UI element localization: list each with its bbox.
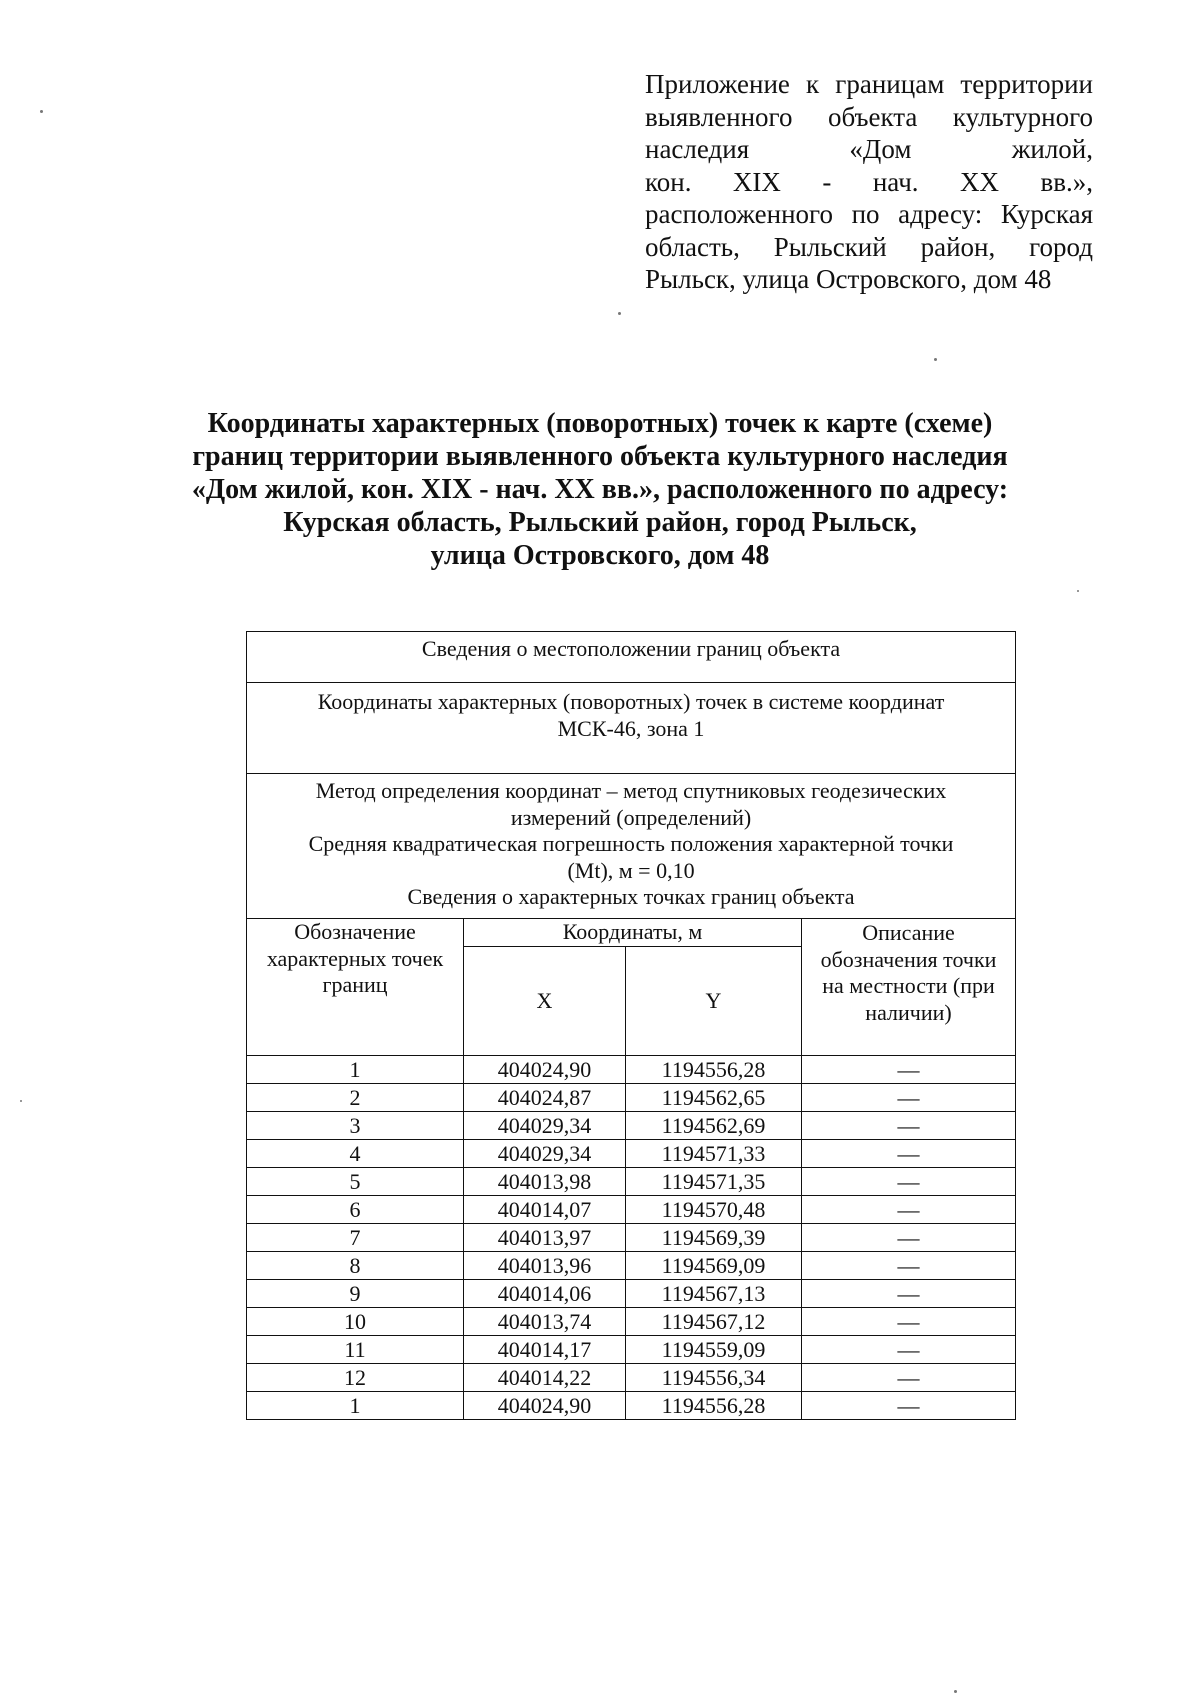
point-number-cell: 3 — [247, 1112, 464, 1140]
y-coordinate-cell: 1194556,34 — [626, 1364, 802, 1392]
table-row — [247, 1084, 1016, 1112]
table-row — [247, 1252, 1016, 1280]
description-cell: — — [802, 1224, 1016, 1252]
header-method-line: Средняя квадратическая погрешность положения характерной точки — [308, 831, 954, 856]
column-header-x: X — [464, 947, 626, 1056]
x-coordinate-cell: 404029,34 — [464, 1140, 626, 1168]
description-cell: — — [802, 1168, 1016, 1196]
title-line: Курская область, Рыльский район, город Рыльск, — [283, 507, 917, 538]
y-coordinate-cell: 1194571,35 — [626, 1168, 802, 1196]
x-coordinate-cell: 404013,74 — [464, 1308, 626, 1336]
table-row — [247, 1140, 1016, 1168]
point-number-cell: 9 — [247, 1280, 464, 1308]
y-coordinate-cell: 1194562,65 — [626, 1084, 802, 1112]
header-method-line: измерений (определений) — [510, 804, 752, 830]
header-system-line: Координаты характерных (поворотных) точек в системе координат — [317, 689, 945, 714]
x-coordinate-cell: 404024,90 — [464, 1392, 626, 1420]
appendix-line: кон. XIX - нач. XX вв.», — [645, 166, 1093, 197]
point-number-cell: 11 — [247, 1336, 464, 1364]
header-main: Сведения о местоположении границ объекта — [247, 632, 1016, 683]
y-coordinate-cell: 1194567,12 — [626, 1308, 802, 1336]
appendix-line: Рыльск, улица Островского, дом 48 — [645, 264, 1052, 294]
x-coordinate-cell: 404014,06 — [464, 1280, 626, 1308]
x-coordinate-cell: 404013,98 — [464, 1168, 626, 1196]
scan-speck — [20, 1100, 22, 1102]
appendix-line: наследия «Дом жилой, — [645, 134, 1093, 164]
table-row — [247, 1168, 1016, 1196]
table-row — [247, 1364, 1016, 1392]
y-coordinate-cell: 1194567,13 — [626, 1280, 802, 1308]
description-cell: — — [802, 1336, 1016, 1364]
y-coordinate-cell: 1194569,09 — [626, 1252, 802, 1280]
description-cell: — — [802, 1140, 1016, 1168]
y-coordinate-cell: 1194569,39 — [626, 1224, 802, 1252]
description-cell: — — [802, 1252, 1016, 1280]
scan-speck — [954, 1690, 957, 1693]
x-coordinate-cell: 404014,07 — [464, 1196, 626, 1224]
appendix-line: расположенного по адресу: Курская — [645, 199, 1093, 229]
x-coordinate-cell: 404013,97 — [464, 1224, 626, 1252]
y-coordinate-cell: 1194570,48 — [626, 1196, 802, 1224]
title-line: «Дом жилой, кон. XIX - нач. XX вв.», расположенного по адресу: — [191, 474, 1009, 505]
y-coordinate-cell: 1194556,28 — [626, 1392, 802, 1420]
header-method-line: Сведения о характерных точках границ объекта — [407, 884, 855, 909]
coordinates-table — [246, 631, 1016, 1420]
description-cell: — — [802, 1392, 1016, 1420]
table-row — [247, 1196, 1016, 1224]
table-row — [247, 1280, 1016, 1308]
description-cell: — — [802, 1056, 1016, 1084]
point-number-cell: 4 — [247, 1140, 464, 1168]
column-header-coordinates: Координаты, м — [464, 919, 802, 947]
y-coordinate-cell: 1194562,69 — [626, 1112, 802, 1140]
description-cell: — — [802, 1112, 1016, 1140]
y-coordinate-cell: 1194556,28 — [626, 1056, 802, 1084]
header-method-line: (Mt), м = 0,10 — [567, 857, 695, 883]
header-system — [247, 683, 1016, 774]
point-number-cell: 6 — [247, 1196, 464, 1224]
description-cell: — — [802, 1196, 1016, 1224]
column-header-y: Y — [626, 947, 802, 1056]
scan-speck — [618, 312, 621, 315]
x-coordinate-cell: 404014,17 — [464, 1336, 626, 1364]
point-number-cell: 1 — [247, 1392, 464, 1420]
appendix-note — [645, 68, 1093, 296]
x-coordinate-cell: 404013,96 — [464, 1252, 626, 1280]
table-row — [247, 1392, 1016, 1420]
point-number-cell: 8 — [247, 1252, 464, 1280]
scan-speck — [1077, 590, 1079, 592]
header-method — [247, 774, 1016, 919]
x-coordinate-cell: 404024,87 — [464, 1084, 626, 1112]
table-row — [247, 1336, 1016, 1364]
description-cell: — — [802, 1084, 1016, 1112]
document-title — [150, 407, 1050, 572]
x-coordinate-cell: 404024,90 — [464, 1056, 626, 1084]
appendix-line: выявленного объекта культурного — [645, 101, 1093, 132]
appendix-line: область, Рыльский район, город — [645, 231, 1093, 262]
column-header-designation: Обозначение характерных точек границ — [247, 919, 464, 1056]
point-number-cell: 2 — [247, 1084, 464, 1112]
table-row — [247, 1224, 1016, 1252]
x-coordinate-cell: 404029,34 — [464, 1112, 626, 1140]
table-row — [247, 1112, 1016, 1140]
header-method-line: Метод определения координат – метод спутниковых геодезических — [315, 778, 947, 803]
column-header-description: Описание обозначения точки на местности (при наличии) — [802, 919, 1016, 1056]
table-row — [247, 1056, 1016, 1084]
scan-speck — [40, 110, 43, 113]
y-coordinate-cell: 1194559,09 — [626, 1336, 802, 1364]
y-coordinate-cell: 1194571,33 — [626, 1140, 802, 1168]
appendix-line: Приложение к границам территории — [645, 69, 1093, 99]
title-line: улица Островского, дом 48 — [430, 540, 770, 571]
table-row — [247, 1308, 1016, 1336]
point-number-cell: 10 — [247, 1308, 464, 1336]
point-number-cell: 1 — [247, 1056, 464, 1084]
scan-speck — [934, 358, 937, 361]
point-number-cell: 7 — [247, 1224, 464, 1252]
description-cell: — — [802, 1280, 1016, 1308]
description-cell: — — [802, 1308, 1016, 1336]
description-cell: — — [802, 1364, 1016, 1392]
title-line: границ территории выявленного объекта культурного наследия — [192, 441, 1008, 472]
header-system-line: МСК-46, зона 1 — [557, 715, 705, 741]
title-line: Координаты характерных (поворотных) точек к карте (схеме) — [207, 408, 993, 439]
point-number-cell: 5 — [247, 1168, 464, 1196]
x-coordinate-cell: 404014,22 — [464, 1364, 626, 1392]
point-number-cell: 12 — [247, 1364, 464, 1392]
